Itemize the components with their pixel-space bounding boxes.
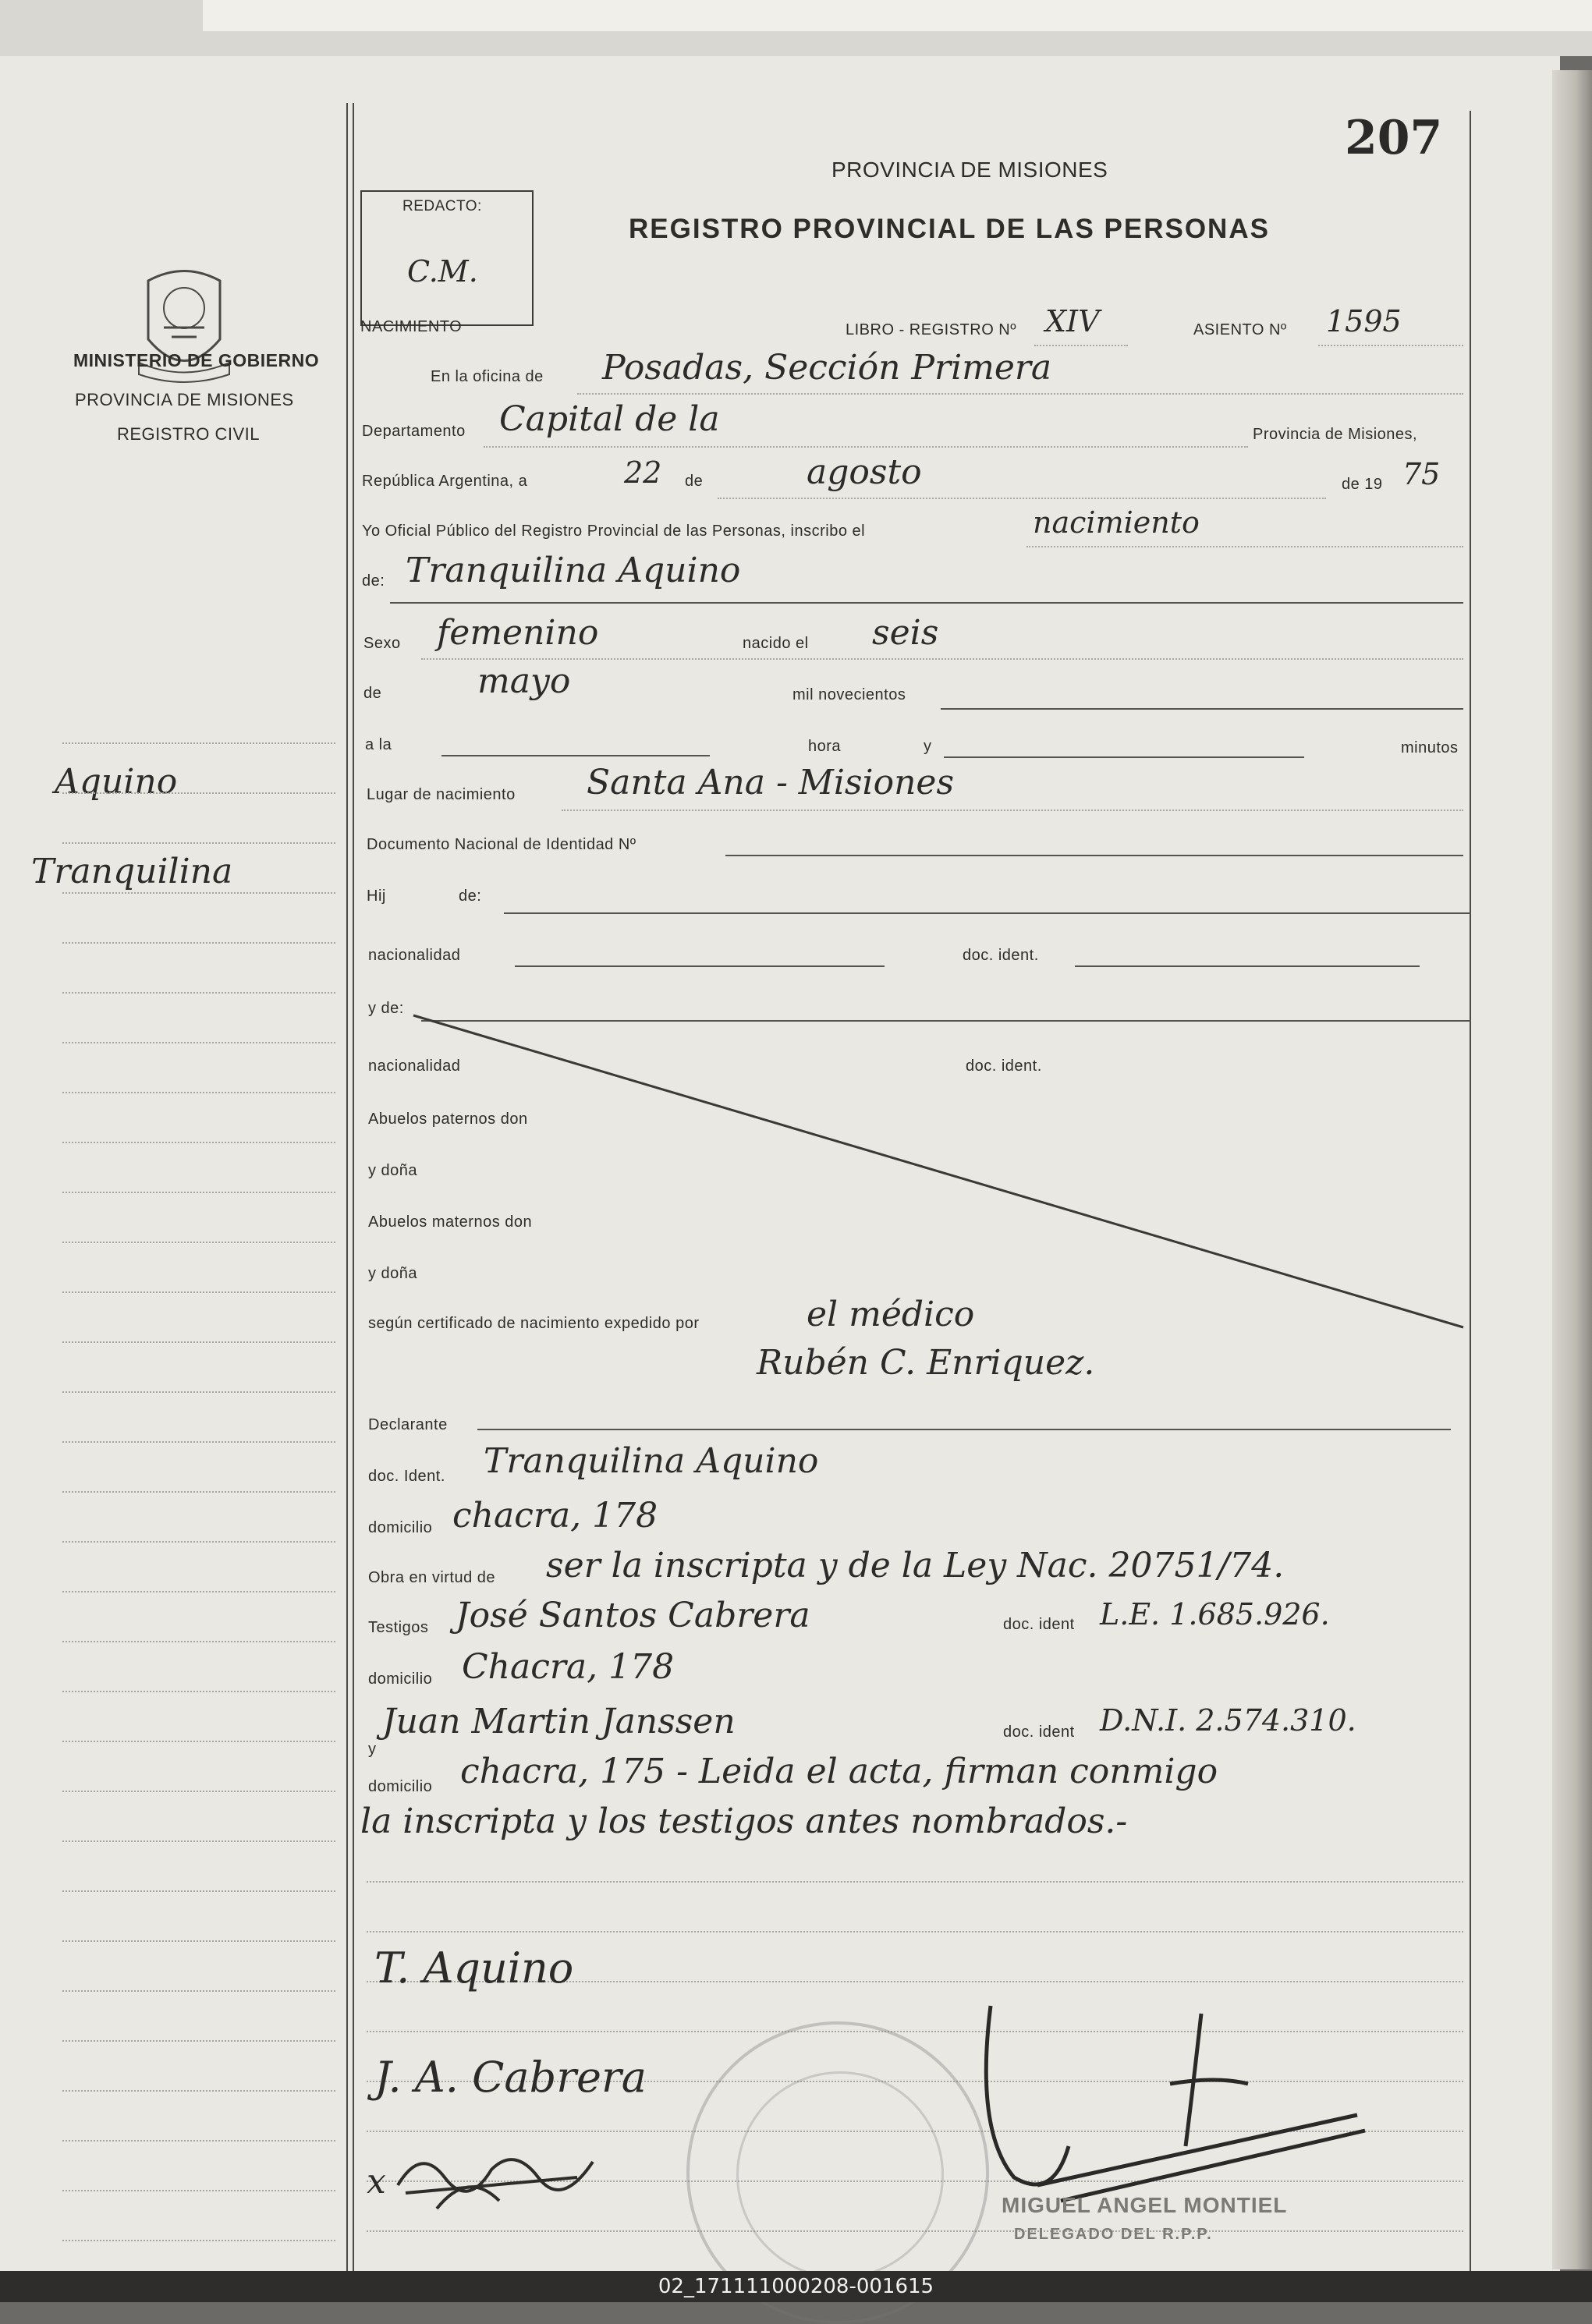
person-name-value: Tranquilina Aquino xyxy=(406,551,741,590)
year-value: 75 xyxy=(1402,457,1441,491)
asiento-value: 1595 xyxy=(1326,304,1402,338)
certificado-value: el médico xyxy=(807,1295,975,1334)
declarante-value: Tranquilina Aquino xyxy=(484,1441,819,1481)
hij-label: Hij xyxy=(367,887,386,905)
libro-value: XIV xyxy=(1045,304,1100,338)
doc-ident-label-2: doc. ident. xyxy=(966,1057,1042,1075)
domicilio-label-2: domicilio xyxy=(368,1670,433,1688)
redacto-value: C.M. xyxy=(407,254,478,289)
asiento-label: ASIENTO Nº xyxy=(1193,321,1287,338)
republica-label: República Argentina, a xyxy=(362,473,528,490)
de-year-label: de 19 xyxy=(1342,476,1383,493)
closing-text: la inscripta y los testigos antes nombrados.- xyxy=(360,1801,1128,1841)
de-label: de xyxy=(685,473,704,490)
certificado-label: según certificado de nacimiento expedido por xyxy=(368,1315,700,1332)
stamp-name: MIGUEL ANGEL MONTIEL xyxy=(1002,2193,1288,2217)
y-label: y xyxy=(924,738,932,755)
birth-month-value: mayo xyxy=(477,661,571,701)
abuelos-paternos-label: Abuelos paternos don xyxy=(368,1111,528,1128)
redacto-label: REDACTO: xyxy=(402,198,482,214)
page-right-edge xyxy=(1552,70,1592,2269)
departamento-value: Capital de la xyxy=(499,399,720,439)
y-dona-label-2: y doña xyxy=(368,1265,418,1282)
registry-heading: REGISTRO PROVINCIAL DE LAS PERSONAS xyxy=(629,214,1270,244)
day-value: 22 xyxy=(624,455,662,490)
form-ruled-line xyxy=(367,1931,1463,1933)
obra-value: ser la inscripta y de la Ley Nac. 20751/74. xyxy=(546,1546,1285,1585)
signature-cabrera: J. A. Cabrera xyxy=(374,2053,647,2102)
libro-label: LIBRO - REGISTRO Nº xyxy=(846,321,1017,338)
mil-novecientos-label: mil novecientos xyxy=(792,686,906,703)
lugar-label: Lugar de nacimiento xyxy=(367,786,516,803)
folio-number: 207 xyxy=(1345,111,1443,165)
sexo-value: femenino xyxy=(437,613,599,653)
testigo1-doc-value: L.E. 1.685.926. xyxy=(1100,1597,1330,1631)
declarante-label: Declarante xyxy=(368,1416,448,1433)
footer-bar xyxy=(0,2271,1592,2302)
oficial-value: nacimiento xyxy=(1033,505,1200,540)
dni-label: Documento Nacional de Identidad Nº xyxy=(367,836,636,853)
y-dona-label: y doña xyxy=(368,1162,418,1179)
ministry-registro: REGISTRO CIVIL xyxy=(117,424,261,444)
obra-label: Obra en virtud de xyxy=(368,1569,496,1586)
province-heading: PROVINCIA DE MISIONES xyxy=(831,158,1108,182)
document-page xyxy=(0,56,1560,2271)
page-top-edge xyxy=(203,0,1592,31)
de-label-2: de: xyxy=(362,572,385,590)
oficina-label: En la oficina de xyxy=(431,368,544,385)
domicilio-value: chacra, 178 xyxy=(452,1496,658,1536)
hij-de-label: de: xyxy=(459,887,482,905)
minutos-label: minutos xyxy=(1401,739,1459,756)
nacido-label: nacido el xyxy=(743,635,809,652)
testigos-label: Testigos xyxy=(368,1619,429,1636)
form-ruled-line xyxy=(367,1881,1463,1883)
record-type-label: NACIMIENTO xyxy=(360,318,463,335)
signature-aquino: T. Aquino xyxy=(374,1943,574,1993)
y-label-2: y xyxy=(368,1741,377,1758)
oficina-value: Posadas, Sección Primera xyxy=(602,348,1052,388)
testigo2-doc-label: doc. ident xyxy=(1003,1724,1075,1741)
signature-mark: x xyxy=(367,2162,386,2202)
nacionalidad-label: nacionalidad xyxy=(368,947,461,964)
month-value: agosto xyxy=(807,452,922,492)
testigo1-value: José Santos Cabrera xyxy=(456,1596,810,1635)
margin-surname: Aquino xyxy=(55,762,178,802)
y-de-label: y de: xyxy=(368,1000,404,1017)
testigo2-domicilio-value: chacra, 175 - Leida el acta, firman conmigo xyxy=(460,1752,1218,1791)
provincia-label: Provincia de Misiones, xyxy=(1253,426,1418,443)
ministry-title: MINISTERIO DE GOBIERNO xyxy=(73,350,320,370)
domicilio-label-3: domicilio xyxy=(368,1778,433,1795)
lugar-value: Santa Ana - Misiones xyxy=(587,763,955,802)
testigo2-doc-value: D.N.I. 2.574.310. xyxy=(1100,1703,1356,1738)
ministry-province: PROVINCIA DE MISIONES xyxy=(75,390,294,409)
margin-given-name: Tranquilina xyxy=(31,852,233,891)
signature-scribble xyxy=(390,2131,624,2216)
doc-ident-label: doc. ident. xyxy=(963,947,1039,964)
testigo1-domicilio-value: Chacra, 178 xyxy=(462,1647,675,1687)
image-id: 02_171111000208-001615 xyxy=(658,2275,934,2298)
sexo-label: Sexo xyxy=(363,635,401,652)
abuelos-maternos-label: Abuelos maternos don xyxy=(368,1213,533,1231)
testigo2-value: Juan Martin Janssen xyxy=(382,1702,736,1741)
departamento-label: Departamento xyxy=(362,423,466,440)
stamp-title: DELEGADO DEL R.P.P. xyxy=(1014,2226,1213,2243)
oficial-text: Yo Oficial Público del Registro Provincial de las Personas, inscribo el xyxy=(362,523,866,540)
nacionalidad-label-2: nacionalidad xyxy=(368,1057,461,1075)
nacido-value: seis xyxy=(872,613,939,653)
domicilio-label: domicilio xyxy=(368,1519,433,1536)
hora-label: hora xyxy=(808,738,842,755)
de-label-3: de xyxy=(363,685,382,702)
certificado-doctor: Rubén C. Enriquez. xyxy=(757,1343,1095,1383)
a-la-label: a la xyxy=(365,736,392,753)
testigo1-doc-label: doc. ident xyxy=(1003,1616,1075,1633)
doc-ident-decl-label: doc. Ident. xyxy=(368,1468,445,1485)
cancel-diagonal-line xyxy=(0,56,1560,2271)
